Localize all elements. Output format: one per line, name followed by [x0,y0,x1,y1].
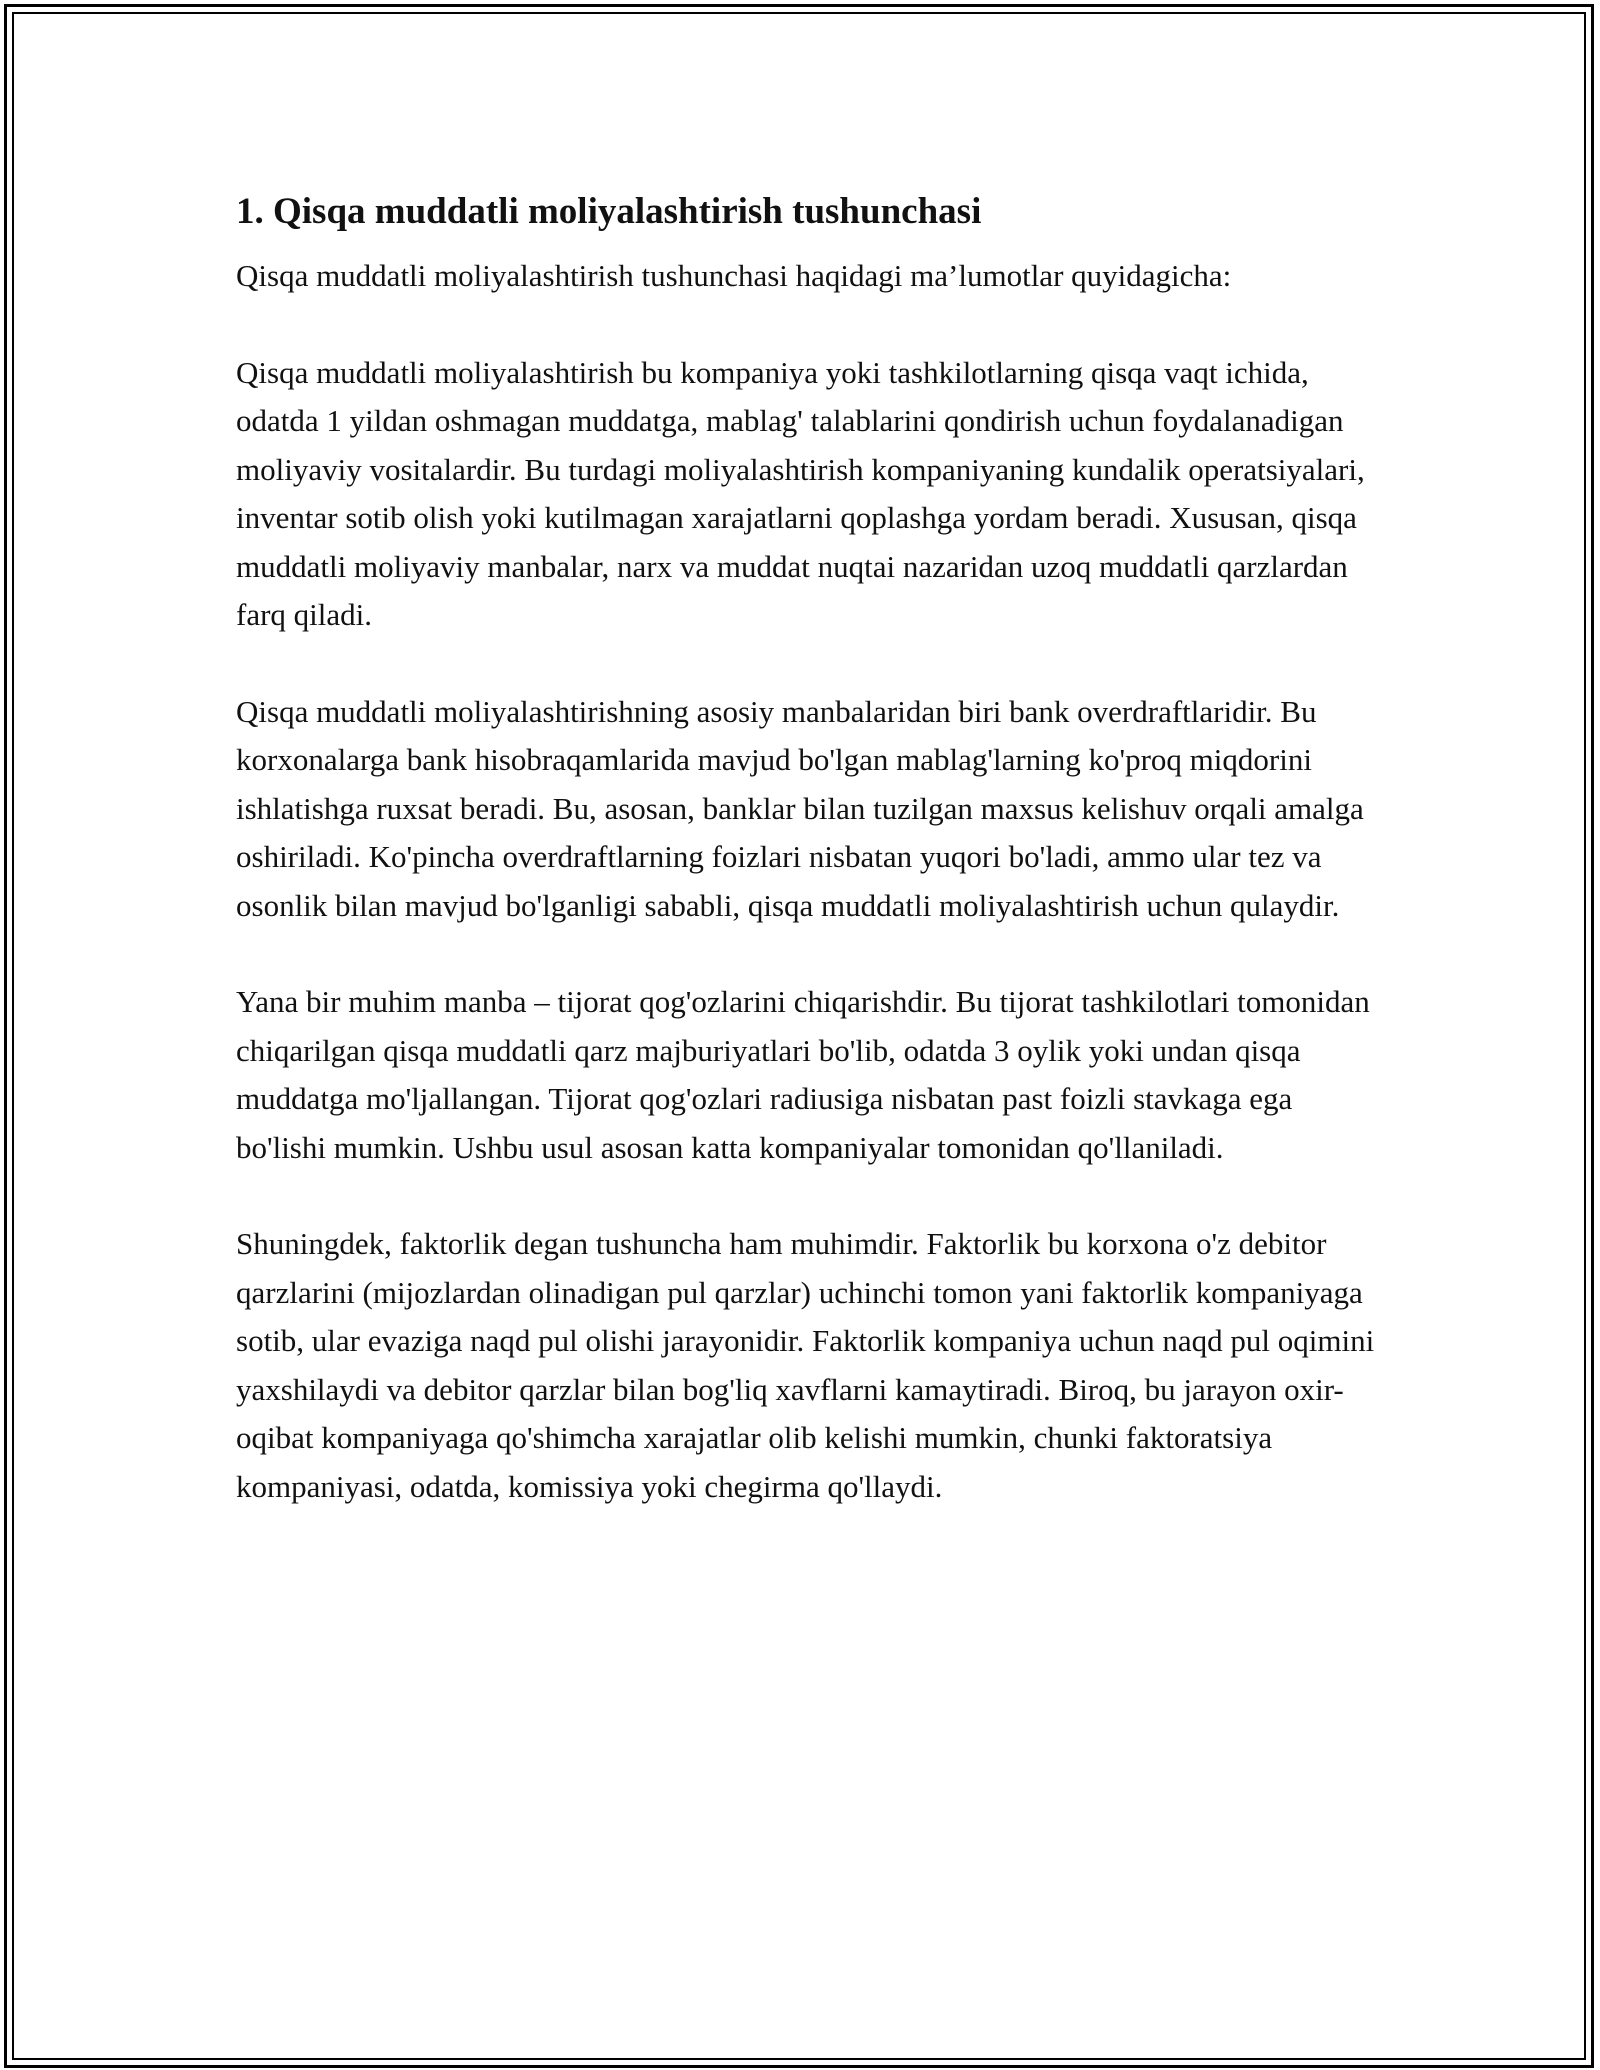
overdraft-paragraph: Qisqa muddatli moliyalashtirishning asosiy manbalaridan biri bank overdraftlaridir. Bu korxonalarga bank hisobraqamlarida mavjud bo'lgan mablag'larning ko'proq miqdorini ishlatishga ruxsat beradi. Bu, asosan, banklar bilan tuzilgan maxsus kelishuv orqali amalga oshiriladi. Ko'pincha overdraftlarning foizlari nisbatan yuqori bo'ladi, ammo ular tez va osonlik bilan mavjud bo'lganligi sababli, qisqa muddatli moliyalashtirish uchun qulaydir. [236,693,1364,923]
intro-paragraph: Qisqa muddatli moliyalashtirish tushunchasi haqidagi ma’lumotlar quyidagicha: [236,258,1232,293]
definition-paragraph: Qisqa muddatli moliyalashtirish bu kompaniya yoki tashkilotlarning qisqa vaqt ichida, odatda 1 yildan oshmagan muddatga, mablag' talablarini qondirish uchun foydalanadigan moliyaviy vositalardir. Bu turdagi moliyalashtirish kompaniyaning kundalik operatsiyalari, inventar sotib olish yoki kutilmagan xarajatlarni qoplashga yordam beradi. Xususan, qisqa muddatli moliyaviy manbalar, narx va muddat nuqtai nazaridan uzoq muddatli qarzlardan farq qiladi. [236,354,1365,632]
section-heading: 1. Qisqa muddatli moliyalashtirish tushunchasi [236,191,982,232]
document-body [236,186,1376,1559]
commercial-paper-paragraph: Yana bir muhim manba – tijorat qog'ozlarini chiqarishdir. Bu tijorat tashkilotlari tomonidan chiqarilgan qisqa muddatli qarz majburiyatlari bo'lib, odatda 3 oylik yoki undan qisqa muddatga mo'ljallangan. Tijorat qog'ozlari radiusiga nisbatan past foizli stavkaga ega bo'lishi mumkin. Ushbu usul asosan katta kompaniyalar tomonidan qo'llaniladi. [236,984,1370,1165]
factoring-paragraph: Shuningdek, faktorlik degan tushuncha ham muhimdir. Faktorlik bu korxona o'z debitor qarzlarini (mijozlardan olinadigan pul qarzlar) uchinchi tomon yani faktorlik kompaniyaga sotib, ular evaziga naqd pul olishi jarayonidir. Faktorlik kompaniya uchun naqd pul oqimini yaxshilaydi va debitor qarzlar bilan bog'liq xavflarni kamaytiradi. Biroq, bu jarayon oxir-oqibat kompaniyaga qo'shimcha xarajatlar olib kelishi mumkin, chunki faktoratsiya kompaniyasi, odatda, komissiya yoki chegirma qo'llaydi. [236,1226,1375,1504]
